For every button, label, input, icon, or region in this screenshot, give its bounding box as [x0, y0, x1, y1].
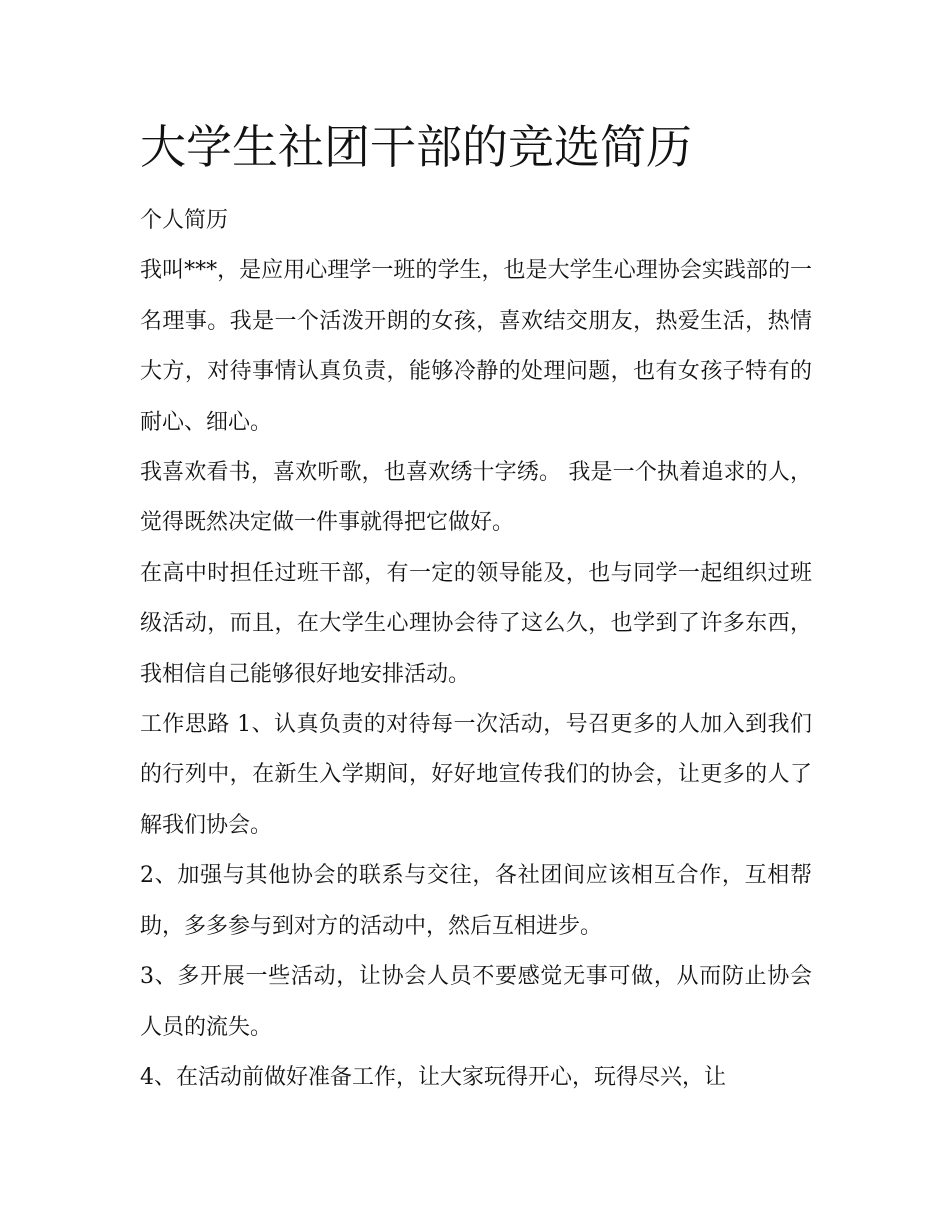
document-title: 大学生社团干部的竞选简历 — [140, 120, 692, 174]
paragraph-work-plan-1: 工作思路 1、认真负责的对待每一次活动，号召更多的人加入到我们的行列中，在新生入学期间，好好地宣传我们的协会，让更多的人了解我们协会。 — [140, 712, 812, 838]
document-body — [140, 196, 812, 1103]
paragraph-experience: 在高中时担任过班干部，有一定的领导能及，也与同学一起组织过班级活动，而且，在大学生心理协会待了这么久，也学到了许多东西，我相信自己能够很好地安排活动。 — [140, 560, 812, 687]
section-heading: 个人简历 — [140, 208, 229, 233]
paragraph-hobbies: 我喜欢看书，喜欢听歌，也喜欢绣十字绣。 我是一个执着追求的人，觉得既然决定做一件事就得把它做好。 — [140, 460, 812, 536]
paragraph-work-plan-3: 3、多开展一些活动，让协会人员不要感觉无事可做，从而防止协会人员的流失。 — [140, 964, 812, 1040]
paragraph-introduction: 我叫***，是应用心理学一班的学生，也是大学生心理协会实践部的一名理事。我是一个活泼开朗的女孩，喜欢结交朋友，热爱生活，热情大方，对待事情认真负责，能够冷静的处理问题，也有女孩子特有的耐心、细心。 — [140, 258, 812, 435]
paragraph-work-plan-2: 2、加强与其他协会的联系与交往，各社团间应该相互合作，互相帮助，多多参与到对方的活动中，然后互相进步。 — [140, 863, 812, 939]
paragraph-work-plan-4: 4、在活动前做好准备工作，让大家玩得开心，玩得尽兴，让 — [140, 1064, 726, 1090]
